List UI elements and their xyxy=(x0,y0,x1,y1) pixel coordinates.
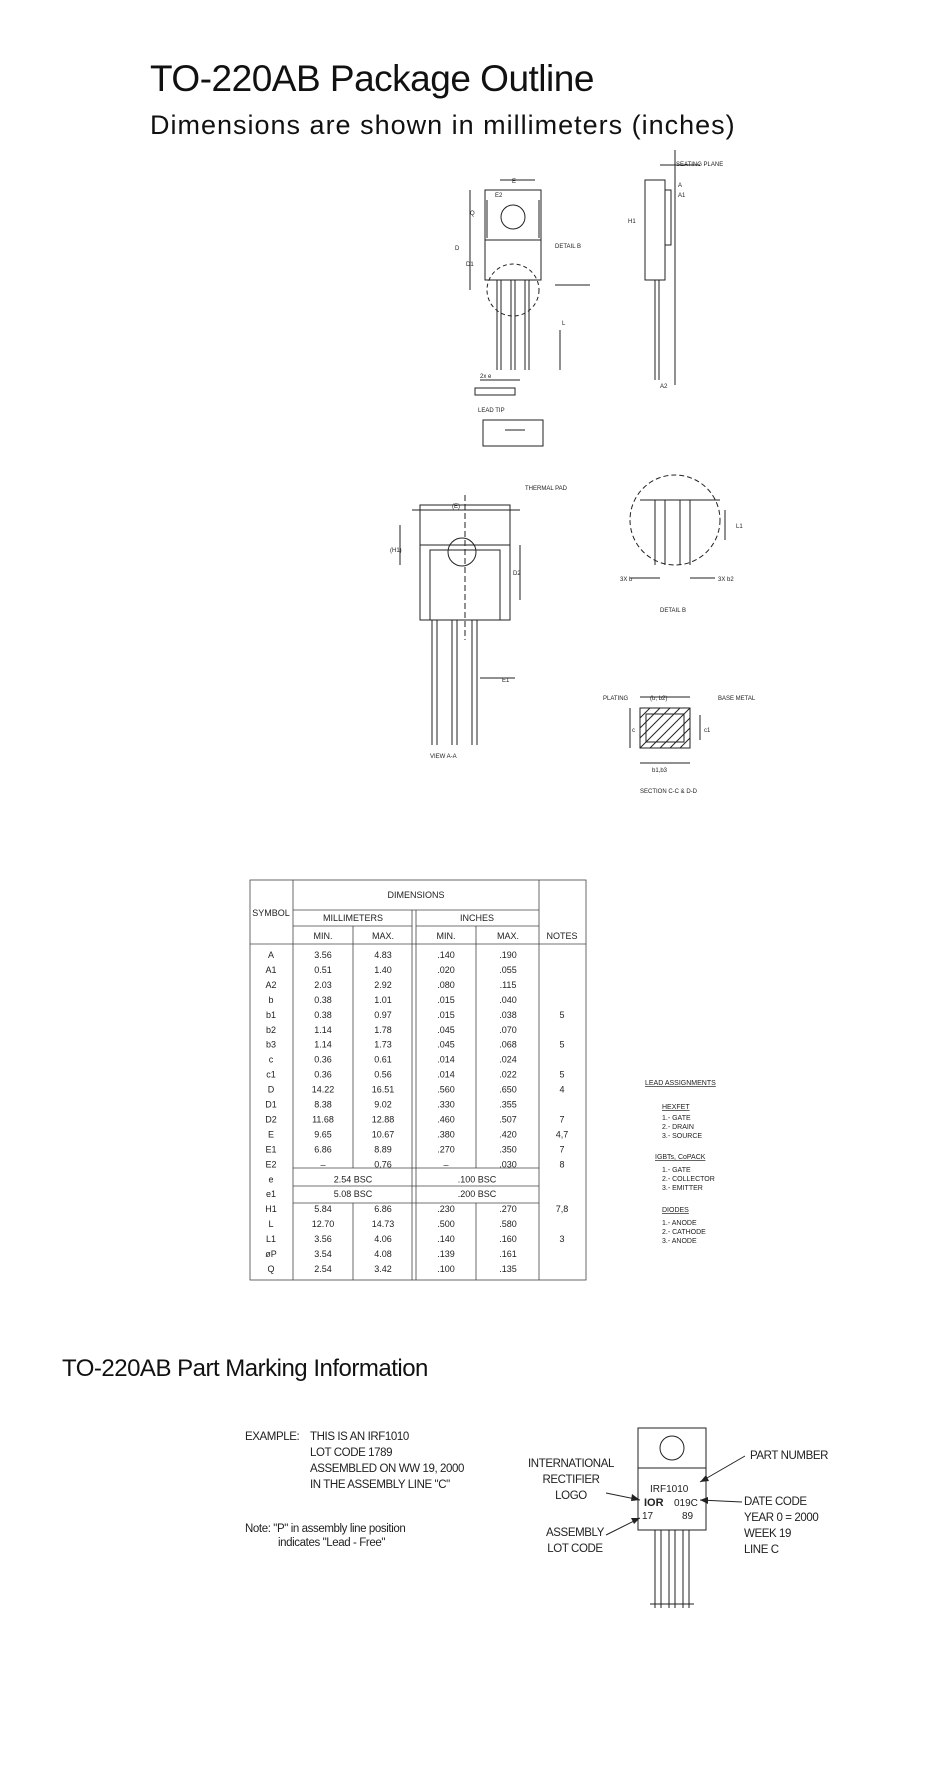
dimensions-header: DIMENSIONS xyxy=(387,890,445,900)
row-in-max: .030 xyxy=(499,1159,517,1170)
row-in-min: .045 xyxy=(437,1024,455,1035)
dim-d2: D2 xyxy=(513,571,521,577)
row-in-min: .140 xyxy=(437,1234,455,1245)
notes-header: NOTES xyxy=(546,931,578,941)
row-symbol: c xyxy=(268,1054,274,1065)
row-mm-min: 8.38 xyxy=(314,1099,332,1110)
row-mm-max: 3.42 xyxy=(374,1263,392,1274)
row-mm-min: 0.38 xyxy=(314,1009,332,1020)
row-in-max: .070 xyxy=(499,1024,517,1035)
dim-3x-b2: 3X b2 xyxy=(718,577,734,583)
row-note: 8 xyxy=(559,1159,565,1170)
example-line-2: LOT CODE 1789 xyxy=(310,1447,393,1459)
marking-section-title: TO-220AB Part Marking Information xyxy=(62,1355,428,1382)
page-title: TO-220AB Package Outline xyxy=(150,58,594,99)
row-symbol: E xyxy=(267,1129,275,1140)
row-mm-max: 0.61 xyxy=(374,1054,392,1065)
row-symbol: e xyxy=(268,1174,274,1185)
dim-h1-paren: (H1) xyxy=(390,548,402,554)
part-number-label: PART NUMBER xyxy=(750,1450,829,1462)
front-view xyxy=(470,180,590,446)
note-line-2: indicates "Lead - Free" xyxy=(278,1537,385,1549)
row-in-max: .040 xyxy=(499,994,517,1005)
row-in-max: .068 xyxy=(499,1039,517,1050)
diodes-lead-2: 2.- CATHODE xyxy=(662,1229,706,1236)
row-mm-max: 4.83 xyxy=(374,950,392,960)
row-mm-min: 6.86 xyxy=(314,1144,332,1155)
assembly-lot-line-2: LOT CODE xyxy=(547,1543,603,1555)
in-max-header: MAX. xyxy=(496,931,520,941)
row-note: 5 xyxy=(559,1039,565,1050)
row-symbol: L1 xyxy=(265,1234,277,1245)
dim-b1-b3: b1,b3 xyxy=(652,768,668,774)
row-symbol: D1 xyxy=(265,1099,277,1110)
section-label: SECTION C-C & D-D xyxy=(640,789,697,795)
row-in-max: .038 xyxy=(499,1009,517,1020)
row-symbol: Q xyxy=(267,1263,275,1274)
row-mm-max: 16.51 xyxy=(371,1084,395,1095)
row-in-min: .015 xyxy=(437,1009,455,1020)
row-in-bsc: .100 BSC xyxy=(457,1174,497,1185)
row-mm-bsc: 5.08 BSC xyxy=(333,1189,373,1200)
row-mm-max: 1.73 xyxy=(374,1039,392,1050)
detail-b xyxy=(630,475,725,578)
row-symbol: e1 xyxy=(265,1189,277,1200)
dimensions-table xyxy=(248,878,588,1283)
row-mm-min: 11.68 xyxy=(312,1114,334,1125)
row-in-max: .115 xyxy=(499,979,517,990)
note-line-1: Note: "P" in assembly line position xyxy=(245,1523,406,1535)
part-marking-diagram xyxy=(230,1420,860,1620)
lead-tip-label: LEAD TIP xyxy=(478,408,505,414)
row-in-max: .580 xyxy=(499,1219,517,1230)
diodes-lead-1: 1.- ANODE xyxy=(662,1220,697,1227)
detail-b-label: DETAIL B xyxy=(660,608,687,614)
row-in-min: .500 xyxy=(437,1219,455,1230)
diodes-lead-3: 3.- ANODE xyxy=(662,1238,697,1245)
hexfet-lead-3: 3.- SOURCE xyxy=(662,1133,703,1140)
chip-logo: IOR xyxy=(644,1497,664,1509)
mm-max-header: MAX. xyxy=(371,931,395,941)
row-in-max: .055 xyxy=(499,964,517,975)
row-in-min: .460 xyxy=(437,1114,455,1125)
row-in-min: .270 xyxy=(437,1144,455,1155)
millimeters-header: MILLIMETERS xyxy=(322,913,384,923)
row-mm-min: 3.56 xyxy=(314,950,332,960)
in-min-header: MIN. xyxy=(436,931,456,941)
row-mm-max: 1.01 xyxy=(374,994,392,1005)
date-code-line-1: DATE CODE xyxy=(744,1496,807,1508)
example-label: EXAMPLE: xyxy=(245,1431,300,1443)
view-aa-label: VIEW A-A xyxy=(430,754,457,760)
row-mm-min: 0.36 xyxy=(314,1069,332,1080)
row-note: 7,8 xyxy=(555,1204,569,1215)
dim-e: E xyxy=(512,179,517,185)
row-mm-min: 3.56 xyxy=(314,1234,332,1245)
row-mm-max: 1.40 xyxy=(374,964,392,975)
dim-a2: A2 xyxy=(660,384,668,390)
dim-3x-b: 3X b xyxy=(620,577,633,583)
row-mm-max: 0.56 xyxy=(374,1069,392,1080)
row-symbol: øP xyxy=(265,1249,277,1259)
row-in-max: .355 xyxy=(499,1099,517,1110)
dim-c1: c1 xyxy=(704,728,711,734)
date-code-line-4: LINE C xyxy=(744,1544,779,1556)
group-diodes: DIODES xyxy=(662,1207,689,1214)
dim-a: A xyxy=(678,183,683,189)
row-in-max: .650 xyxy=(499,1084,517,1095)
row-in-min: .045 xyxy=(437,1039,455,1050)
plating-label: PLATING xyxy=(603,696,629,702)
row-in-min: .139 xyxy=(437,1249,455,1259)
inches-header: INCHES xyxy=(459,913,495,923)
row-mm-max: 1.78 xyxy=(374,1024,392,1035)
row-symbol: c1 xyxy=(266,1069,276,1080)
row-mm-min: 5.84 xyxy=(314,1204,332,1215)
row-in-max: .270 xyxy=(499,1204,517,1215)
dim-b-b2: (b, b2) xyxy=(650,696,668,702)
row-symbol: b1 xyxy=(265,1009,277,1020)
dim-l1: L1 xyxy=(736,524,743,530)
row-in-min: .015 xyxy=(437,994,455,1005)
row-mm-max: 4.08 xyxy=(374,1249,392,1259)
intl-rectifier-line-2: RECTIFIER xyxy=(542,1474,600,1486)
dim-c: c xyxy=(632,728,635,734)
marked-package xyxy=(606,1428,745,1608)
symbol-header: SYMBOL xyxy=(252,908,290,918)
row-mm-max: 0.76 xyxy=(374,1159,392,1170)
row-in-max: .190 xyxy=(499,950,517,960)
intl-rectifier-line-1: INTERNATIONAL xyxy=(528,1458,614,1470)
view-aa xyxy=(400,495,520,745)
dim-h1: H1 xyxy=(628,219,636,225)
row-in-min: .020 xyxy=(437,964,455,975)
chip-part-number: IRF1010 xyxy=(650,1484,689,1495)
row-mm-min: 3.54 xyxy=(314,1249,332,1259)
example-line-4: IN THE ASSEMBLY LINE "C" xyxy=(310,1479,450,1491)
row-mm-min: 0.38 xyxy=(314,994,332,1005)
row-symbol: H1 xyxy=(265,1204,277,1215)
row-in-min: .230 xyxy=(437,1204,455,1215)
group-hexfet: HEXFET xyxy=(662,1104,690,1111)
row-symbol: b3 xyxy=(265,1039,277,1050)
chip-lot-a: 17 xyxy=(642,1511,654,1522)
hexfet-lead-1: 1.- GATE xyxy=(662,1115,691,1122)
row-in-max: .135 xyxy=(499,1263,517,1274)
row-in-min: .100 xyxy=(437,1263,455,1274)
row-symbol: E1 xyxy=(265,1144,277,1155)
row-in-max: .350 xyxy=(499,1144,517,1155)
igbt-lead-1: 1.- GATE xyxy=(662,1167,691,1174)
row-mm-min: 12.70 xyxy=(311,1219,335,1230)
dim-e1: E1 xyxy=(502,678,510,684)
row-note: 7 xyxy=(559,1114,565,1125)
dim-e2: E2 xyxy=(495,193,503,199)
dim-d: D xyxy=(455,246,460,252)
row-in-min: .560 xyxy=(437,1084,455,1095)
base-metal-label: BASE METAL xyxy=(718,696,756,702)
row-note: 4 xyxy=(559,1084,565,1095)
date-code-line-3: WEEK 19 xyxy=(744,1528,792,1540)
row-note: 7 xyxy=(559,1144,565,1155)
row-note: 5 xyxy=(559,1069,565,1080)
row-in-min: .014 xyxy=(437,1069,455,1080)
row-mm-min: – xyxy=(320,1159,326,1170)
thermal-pad-label: THERMAL PAD xyxy=(525,486,568,492)
group-igbt: IGBTs, CoPACK xyxy=(655,1154,706,1161)
lead-assignments xyxy=(640,1075,760,1275)
row-mm-min: 2.03 xyxy=(314,979,332,990)
dim-a1: A1 xyxy=(678,193,686,199)
dim-e-paren: (E) xyxy=(452,504,460,510)
seating-plane-label: SEATING PLANE xyxy=(676,162,724,168)
row-mm-min: 14.22 xyxy=(311,1084,335,1095)
row-in-min: .330 xyxy=(437,1099,455,1110)
example-line-1: THIS IS AN IRF1010 xyxy=(310,1431,409,1443)
row-mm-max: 4.06 xyxy=(374,1234,392,1245)
mm-min-header: MIN. xyxy=(313,931,333,941)
row-symbol: D2 xyxy=(265,1114,277,1125)
row-symbol: D xyxy=(267,1084,275,1095)
row-mm-max: 10.67 xyxy=(371,1129,395,1140)
row-mm-max: 6.86 xyxy=(374,1204,392,1215)
row-mm-min: 0.36 xyxy=(314,1054,332,1065)
chip-lot-b: 89 xyxy=(682,1511,694,1522)
dim-2x-e: 2x e xyxy=(480,374,492,380)
side-view xyxy=(645,150,700,385)
row-mm-min: 1.14 xyxy=(314,1024,332,1035)
row-mm-min: 0.51 xyxy=(314,964,332,975)
row-note: 5 xyxy=(559,1009,565,1020)
row-mm-min: 1.14 xyxy=(314,1039,332,1050)
row-in-min: .140 xyxy=(437,950,455,960)
row-symbol: b2 xyxy=(265,1024,277,1035)
row-in-min: .080 xyxy=(437,979,455,990)
row-in-min: – xyxy=(443,1159,449,1170)
row-in-max: .022 xyxy=(499,1069,517,1080)
igbt-lead-2: 2.- COLLECTOR xyxy=(662,1176,715,1183)
detail-b-callout: DETAIL B xyxy=(555,244,582,250)
lead-assignments-title: LEAD ASSIGNMENTS xyxy=(645,1080,716,1087)
row-in-max: .160 xyxy=(499,1234,517,1245)
dim-q: Q xyxy=(470,211,475,217)
intl-rectifier-line-3: LOGO xyxy=(555,1490,587,1502)
row-in-max: .024 xyxy=(499,1054,517,1065)
row-mm-max: 0.97 xyxy=(374,1009,392,1020)
row-symbol: L xyxy=(268,1219,274,1230)
row-mm-max: 14.73 xyxy=(371,1219,395,1230)
row-symbol: b xyxy=(268,994,274,1005)
row-mm-max: 8.89 xyxy=(374,1144,392,1155)
hexfet-lead-2: 2.- DRAIN xyxy=(662,1124,694,1131)
row-note: 3 xyxy=(559,1234,565,1245)
row-in-min: .380 xyxy=(437,1129,455,1140)
example-line-3: ASSEMBLED ON WW 19, 2000 xyxy=(310,1463,465,1475)
dim-d1: D1 xyxy=(466,262,474,268)
row-symbol: A xyxy=(267,950,275,960)
page-subtitle: Dimensions are shown in millimeters (inches) xyxy=(150,110,736,140)
row-mm-max: 2.92 xyxy=(374,979,392,990)
row-mm-min: 2.54 xyxy=(314,1263,332,1274)
chip-date-code: 019C xyxy=(674,1498,698,1509)
dim-l: L xyxy=(562,321,566,327)
row-in-bsc: .200 BSC xyxy=(457,1189,497,1200)
row-mm-bsc: 2.54 BSC xyxy=(333,1174,373,1185)
row-mm-max: 12.88 xyxy=(371,1114,395,1125)
assembly-lot-line-1: ASSEMBLY xyxy=(546,1527,604,1539)
row-symbol: A2 xyxy=(265,979,277,990)
row-symbol: A1 xyxy=(265,964,277,975)
row-mm-max: 9.02 xyxy=(374,1099,392,1110)
row-in-max: .507 xyxy=(499,1114,517,1125)
row-in-min: .014 xyxy=(437,1054,455,1065)
row-symbol: E2 xyxy=(265,1159,277,1170)
section-cc xyxy=(630,697,700,763)
row-in-max: .161 xyxy=(499,1249,517,1259)
row-note: 4,7 xyxy=(555,1129,569,1140)
igbt-lead-3: 3.- EMITTER xyxy=(662,1185,703,1192)
row-in-max: .420 xyxy=(499,1129,517,1140)
row-mm-min: 9.65 xyxy=(314,1129,332,1140)
package-outline-drawings xyxy=(0,0,949,820)
date-code-line-2: YEAR 0 = 2000 xyxy=(744,1512,819,1524)
